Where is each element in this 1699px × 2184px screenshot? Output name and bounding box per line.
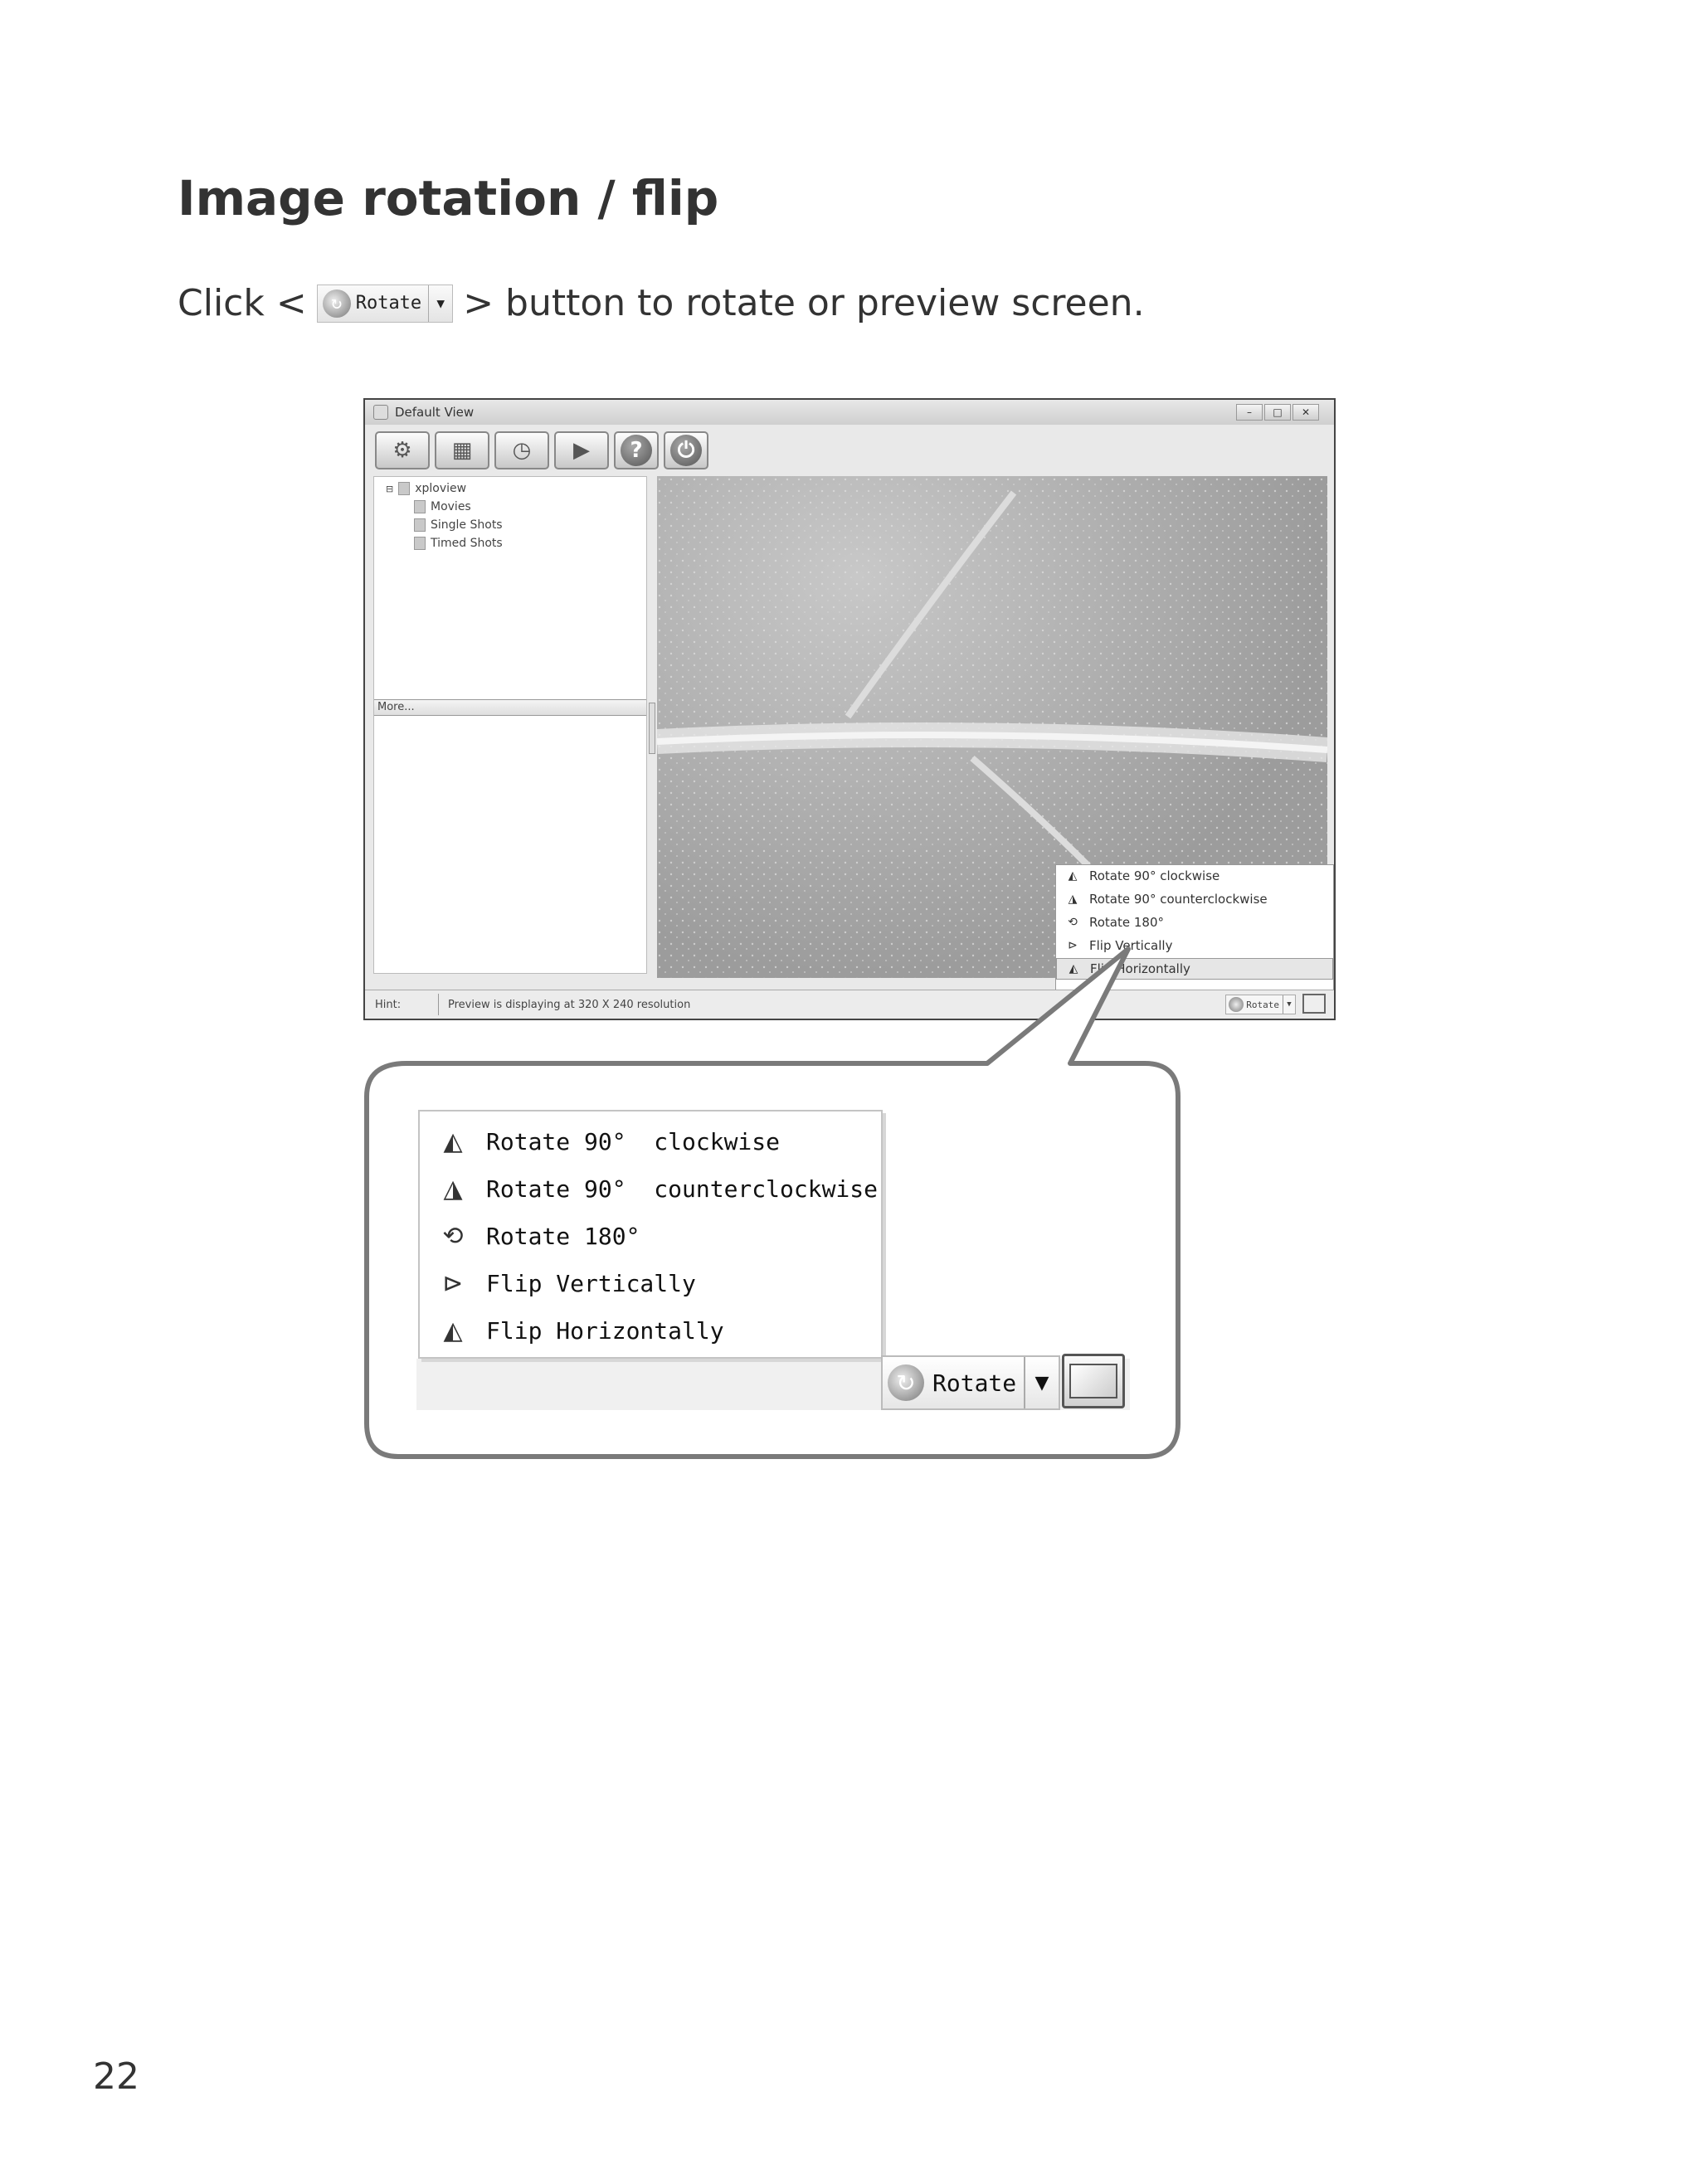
menu-item-label: Rotate 90° counterclockwise <box>486 1175 879 1203</box>
video-camera-icon: ▶ <box>573 438 590 463</box>
instruction-before: Click < <box>178 282 307 324</box>
rotate-button-zoomed-label: Rotate <box>932 1369 1017 1397</box>
hint-label: Hint: <box>375 999 402 1011</box>
menu-item-label: Flip Vertically <box>1089 938 1173 953</box>
rotate-cw-icon: ◭ <box>443 1127 463 1156</box>
page-number: 22 <box>93 2055 139 2098</box>
tree-item-label: Single Shots <box>431 518 503 532</box>
tree-item-label: Movies <box>431 500 471 513</box>
rotate-menu-zoomed <box>418 1110 883 1359</box>
menu-item-label: Rotate 90° counterclockwise <box>1089 892 1268 907</box>
menu-item-label: Flip Horizontally <box>1090 961 1190 976</box>
menu-item-label: Rotate 180° <box>1089 915 1165 930</box>
rotate-icon: ↻ <box>888 1364 924 1401</box>
chevron-down-icon[interactable]: ▼ <box>1283 995 1295 1014</box>
expand-icon[interactable]: ⊟ <box>386 483 394 494</box>
rotate-180-icon: ⟲ <box>442 1222 464 1251</box>
menu-item[interactable] <box>420 1260 881 1307</box>
power-icon: ⏻ <box>670 435 702 466</box>
flip-vertical-icon: ⊳ <box>442 1269 464 1298</box>
minimize-button[interactable]: – <box>1236 404 1263 421</box>
rotate-cw-icon: ◭ <box>1068 869 1078 883</box>
flip-vertical-icon: ⊳ <box>1068 939 1078 952</box>
window-title: Default View <box>395 405 475 420</box>
maximize-button[interactable]: □ <box>1264 404 1291 421</box>
menu-item[interactable] <box>420 1213 881 1260</box>
rotate-button-zoomed[interactable] <box>881 1355 1060 1410</box>
menu-item-label: Rotate 90° clockwise <box>1089 868 1220 883</box>
page-title: Image rotation / flip <box>178 170 719 226</box>
help-icon: ? <box>621 435 652 466</box>
menu-item-label: Flip Vertically <box>486 1270 696 1297</box>
status-message: Preview is displaying at 320 X 240 resolution <box>448 999 691 1011</box>
rotate-ccw-icon: ◮ <box>1068 893 1078 906</box>
timer-icon: ◷ <box>512 438 532 463</box>
close-button[interactable]: ✕ <box>1293 404 1319 421</box>
flip-horizontal-icon: ◭ <box>1069 962 1078 975</box>
gear-icon: ⚙ <box>392 438 412 463</box>
photo-icon: ▦ <box>451 438 473 463</box>
instruction-after: > button to rotate or preview screen. <box>463 282 1145 324</box>
rotate-button-small-label: Rotate <box>1246 999 1279 1010</box>
menu-item[interactable] <box>420 1118 881 1165</box>
rotate-icon: ↻ <box>323 289 351 318</box>
menu-item[interactable] <box>420 1165 881 1213</box>
fullscreen-icon <box>1069 1364 1117 1398</box>
chevron-down-icon: ▼ <box>428 285 452 322</box>
rotate-180-icon: ⟲ <box>1068 916 1078 929</box>
menu-item-label: Flip Horizontally <box>486 1317 724 1345</box>
rotate-button-inline-label: Rotate <box>355 293 422 314</box>
tree-item-label: Timed Shots <box>431 537 503 550</box>
flip-horizontal-icon: ◭ <box>443 1316 463 1345</box>
rotate-ccw-icon: ◮ <box>443 1175 463 1204</box>
menu-item-label: Rotate 180° <box>486 1223 640 1250</box>
fullscreen-button-zoomed[interactable] <box>1062 1354 1125 1408</box>
tree-root-label: xploview <box>415 482 467 495</box>
menu-item-label: Rotate 90° clockwise <box>486 1128 781 1155</box>
more-bar[interactable]: More... <box>374 699 646 716</box>
menu-item[interactable] <box>420 1307 881 1355</box>
chevron-down-icon[interactable]: ▼ <box>1024 1357 1059 1408</box>
